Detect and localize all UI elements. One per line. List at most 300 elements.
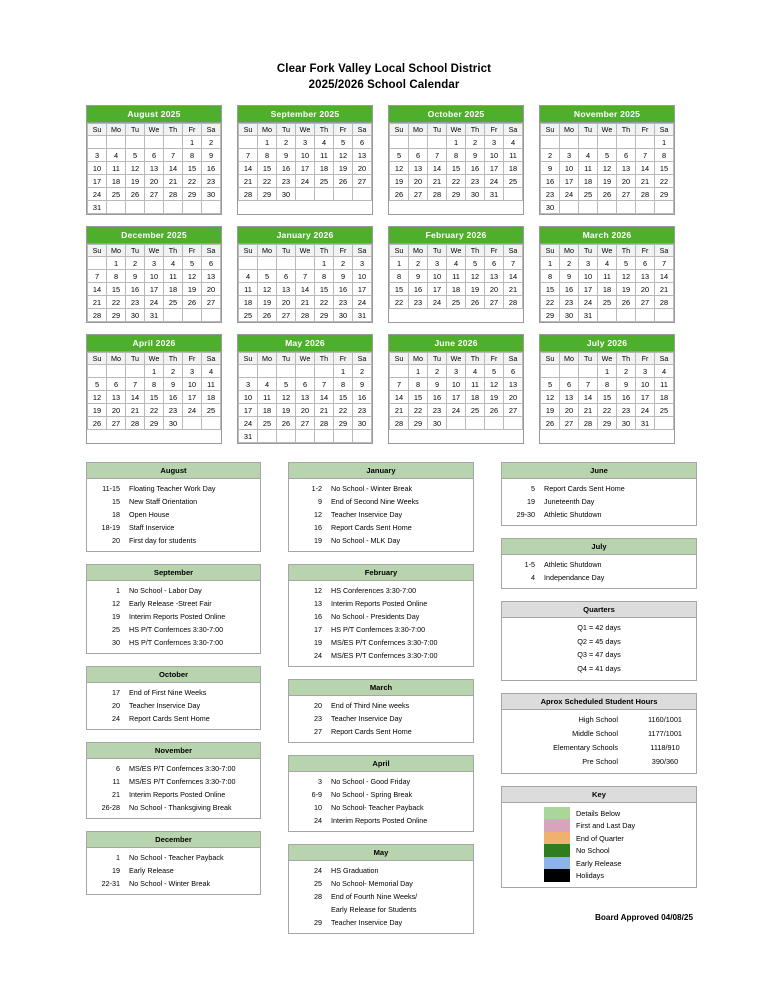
day-cell: 20 (617, 175, 636, 188)
day-cell: 11 (598, 270, 617, 283)
month-card (539, 226, 675, 323)
student-hours-heading: Aprox Scheduled Student Hours (502, 694, 696, 710)
event-january-body (289, 479, 473, 551)
weekday-header: Th (315, 124, 334, 136)
event-date: 28 (314, 891, 322, 901)
event-description: First day for students (129, 535, 197, 545)
event-date: 12 (314, 509, 322, 519)
weekday-header: Sa (655, 124, 674, 136)
student-hours-box (501, 693, 697, 774)
day-cell: 29 (541, 309, 560, 322)
event-row (289, 916, 473, 929)
event-august-heading: August (87, 463, 260, 479)
day-cell: 25 (202, 404, 221, 417)
key-color-swatch (544, 832, 570, 845)
day-cell: 12 (126, 162, 145, 175)
day-cell: 27 (202, 296, 221, 309)
week-row (390, 365, 523, 378)
day-cell: 17 (88, 175, 107, 188)
event-description: End of First Nine Weeks (129, 687, 207, 697)
key-color-swatch (544, 857, 570, 870)
day-cell: 29 (655, 188, 674, 201)
day-cell-empty (353, 430, 372, 443)
event-april-body (289, 772, 473, 831)
day-cell: 20 (353, 162, 372, 175)
day-cell: 19 (126, 175, 145, 188)
event-date: 9 (318, 496, 322, 506)
day-cell-empty (277, 365, 296, 378)
day-cell: 7 (428, 149, 447, 162)
day-cell: 15 (334, 391, 353, 404)
day-cell-empty (126, 365, 145, 378)
title-line-year: 2025/2026 School Calendar (308, 78, 460, 91)
week-row (88, 296, 221, 309)
day-cell: 13 (504, 378, 523, 391)
weekday-header: Th (315, 245, 334, 257)
event-description: MS/ES P/T Confernces 3:30-7:00 (129, 776, 236, 786)
weekday-header: Th (617, 124, 636, 136)
day-cell: 6 (296, 378, 315, 391)
event-date: 18-19 (101, 522, 120, 532)
week-row (390, 391, 523, 404)
day-cell-empty (334, 188, 353, 201)
weekday-header: Mo (560, 353, 579, 365)
month-title: March 2026 (540, 227, 674, 244)
week-row (88, 417, 221, 430)
event-july-heading: July (502, 539, 696, 555)
day-cell: 2 (541, 149, 560, 162)
event-july-box (501, 538, 697, 589)
day-cell-empty (390, 136, 409, 149)
day-cell: 24 (145, 296, 164, 309)
weekday-header: Sa (202, 124, 221, 136)
key-row (502, 807, 696, 820)
day-cell: 24 (296, 175, 315, 188)
weekday-header: We (598, 245, 617, 257)
student-hours-label: Middle School (572, 729, 618, 739)
day-cell: 21 (126, 404, 145, 417)
day-cell: 14 (88, 283, 107, 296)
month-day-grid (389, 244, 523, 309)
event-row (87, 801, 260, 814)
weekday-header: Mo (107, 353, 126, 365)
day-cell: 4 (447, 257, 466, 270)
day-cell: 22 (145, 404, 164, 417)
day-cell-empty (485, 417, 504, 430)
day-cell: 12 (485, 378, 504, 391)
week-row (239, 417, 372, 430)
day-cell-empty (296, 365, 315, 378)
event-description: Teacher Inservice Day (331, 917, 403, 927)
event-row (87, 864, 260, 877)
event-description: HS P/T Confernces 3:30-7:00 (129, 637, 224, 647)
day-cell: 8 (334, 378, 353, 391)
event-june-box (501, 462, 697, 526)
day-cell: 6 (504, 365, 523, 378)
day-cell: 26 (390, 188, 409, 201)
day-cell: 7 (296, 270, 315, 283)
event-date: 4 (531, 572, 535, 582)
day-cell: 9 (164, 378, 183, 391)
event-date: 1 (116, 852, 120, 862)
weekday-header: Tu (579, 353, 598, 365)
key-body (502, 803, 696, 887)
weekday-header: Mo (409, 124, 428, 136)
day-cell: 5 (466, 257, 485, 270)
weekday-header: Th (466, 353, 485, 365)
event-date: 24 (314, 650, 322, 660)
weekday-header: Th (164, 353, 183, 365)
day-cell: 14 (164, 162, 183, 175)
day-cell: 19 (598, 175, 617, 188)
day-cell: 17 (145, 283, 164, 296)
student-hours-value: 390/360 (651, 757, 679, 767)
event-description: MS/ES P/T Confernces 3:30-7:00 (331, 637, 438, 647)
day-cell: 8 (541, 270, 560, 283)
day-cell: 9 (428, 378, 447, 391)
month-card (237, 105, 373, 215)
day-cell: 8 (258, 149, 277, 162)
month-day-grid (87, 352, 221, 430)
event-march-box (288, 679, 474, 743)
day-cell: 29 (183, 188, 202, 201)
weekday-header: We (145, 124, 164, 136)
day-cell: 5 (617, 257, 636, 270)
day-cell-empty (504, 417, 523, 430)
day-cell: 1 (541, 257, 560, 270)
day-cell: 28 (504, 296, 523, 309)
week-row (239, 270, 372, 283)
day-cell-empty (202, 309, 221, 322)
day-cell: 27 (504, 404, 523, 417)
day-cell: 10 (239, 391, 258, 404)
day-cell: 19 (258, 296, 277, 309)
day-cell: 20 (296, 404, 315, 417)
day-cell: 29 (447, 188, 466, 201)
day-cell: 12 (541, 391, 560, 404)
day-cell: 27 (409, 188, 428, 201)
weekday-header: Fr (183, 245, 202, 257)
day-cell: 2 (466, 136, 485, 149)
week-row (88, 309, 221, 322)
event-may-body (289, 861, 473, 933)
day-cell: 14 (579, 391, 598, 404)
day-cell: 25 (164, 296, 183, 309)
day-cell: 18 (579, 175, 598, 188)
event-row (87, 610, 260, 623)
event-march-heading: March (289, 680, 473, 696)
day-cell: 12 (258, 283, 277, 296)
day-cell: 14 (390, 391, 409, 404)
month-card (388, 105, 524, 215)
event-date: 22-31 (101, 878, 120, 888)
quarter-row: Q2 = 45 days (577, 636, 621, 646)
week-row (541, 404, 674, 417)
day-cell: 9 (126, 270, 145, 283)
day-cell-empty (428, 136, 447, 149)
event-june-body (502, 479, 696, 525)
weekday-header: Tu (428, 353, 447, 365)
day-cell-empty (107, 201, 126, 214)
day-cell: 7 (579, 378, 598, 391)
day-cell: 10 (579, 270, 598, 283)
day-cell: 15 (598, 391, 617, 404)
day-cell: 16 (541, 175, 560, 188)
event-date: 23 (314, 713, 322, 723)
weekday-header: Su (239, 124, 258, 136)
event-date: 24 (314, 815, 322, 825)
event-date: 19 (314, 637, 322, 647)
day-cell: 1 (390, 257, 409, 270)
day-cell: 9 (560, 270, 579, 283)
month-title: October 2025 (389, 106, 523, 123)
weekday-header: We (447, 124, 466, 136)
day-cell: 5 (126, 149, 145, 162)
day-cell: 5 (334, 136, 353, 149)
page-title (0, 0, 768, 93)
week-row (541, 309, 674, 322)
day-cell: 22 (107, 296, 126, 309)
event-description: No School- Teacher Payback (331, 802, 424, 812)
day-cell-empty (296, 257, 315, 270)
day-cell: 7 (504, 257, 523, 270)
day-cell: 10 (428, 270, 447, 283)
day-cell-empty (126, 136, 145, 149)
day-cell: 28 (655, 296, 674, 309)
event-row (289, 775, 473, 788)
day-cell: 22 (447, 175, 466, 188)
day-cell-empty (353, 188, 372, 201)
day-cell: 12 (277, 391, 296, 404)
event-february-heading: February (289, 565, 473, 581)
day-cell: 16 (409, 283, 428, 296)
day-cell-empty (617, 136, 636, 149)
day-cell: 3 (296, 136, 315, 149)
event-date: 19 (527, 496, 535, 506)
day-cell-empty (183, 309, 202, 322)
day-cell: 29 (409, 417, 428, 430)
weekday-header: Fr (334, 124, 353, 136)
day-cell: 9 (409, 270, 428, 283)
month-title: August 2025 (87, 106, 221, 123)
day-cell: 18 (258, 404, 277, 417)
day-cell: 18 (239, 296, 258, 309)
week-row (239, 162, 372, 175)
week-row (88, 188, 221, 201)
day-cell: 24 (485, 175, 504, 188)
day-cell: 3 (353, 257, 372, 270)
week-row (390, 162, 523, 175)
day-cell: 19 (183, 283, 202, 296)
day-cell: 27 (145, 188, 164, 201)
day-cell: 1 (655, 136, 674, 149)
event-october-heading: October (87, 667, 260, 683)
event-date: 1 (116, 585, 120, 595)
key-row (502, 844, 696, 857)
event-date: 15 (112, 496, 120, 506)
day-cell: 5 (485, 365, 504, 378)
day-cell: 25 (239, 309, 258, 322)
event-december-body (87, 848, 260, 894)
day-cell: 22 (183, 175, 202, 188)
event-date: 13 (314, 598, 322, 608)
day-cell: 31 (239, 430, 258, 443)
weekday-header: Th (617, 245, 636, 257)
week-row (239, 136, 372, 149)
day-cell: 8 (409, 378, 428, 391)
event-october-box (86, 666, 261, 730)
day-cell: 31 (485, 188, 504, 201)
day-cell: 24 (239, 417, 258, 430)
day-cell: 4 (579, 149, 598, 162)
day-cell: 8 (183, 149, 202, 162)
day-cell: 23 (466, 175, 485, 188)
week-row (88, 175, 221, 188)
week-row (541, 175, 674, 188)
day-cell: 3 (145, 257, 164, 270)
day-cell: 25 (107, 188, 126, 201)
day-cell: 28 (239, 188, 258, 201)
event-date (289, 906, 331, 913)
day-cell-empty (315, 188, 334, 201)
day-cell: 28 (579, 417, 598, 430)
weekday-header: We (296, 353, 315, 365)
day-cell: 16 (202, 162, 221, 175)
student-hours-row (502, 713, 696, 727)
event-row (87, 788, 260, 801)
day-cell: 14 (504, 270, 523, 283)
event-date: 16 (314, 522, 322, 532)
event-description: HS P/T Confernces 3:30-7:00 (331, 624, 426, 634)
day-cell-empty (164, 309, 183, 322)
day-cell: 12 (390, 162, 409, 175)
weekday-header: Mo (560, 245, 579, 257)
quarter-row: Q3 = 47 days (577, 650, 621, 660)
day-cell: 7 (239, 149, 258, 162)
event-date: 29 (314, 917, 322, 927)
event-date: 6-9 (311, 789, 322, 799)
day-cell: 25 (579, 188, 598, 201)
day-cell-empty (560, 136, 579, 149)
day-cell-empty (636, 201, 655, 214)
day-cell: 31 (145, 309, 164, 322)
day-cell: 11 (164, 270, 183, 283)
event-date: 26-28 (101, 802, 120, 812)
day-cell: 30 (541, 201, 560, 214)
day-cell: 23 (541, 188, 560, 201)
event-date: 5 (531, 483, 535, 493)
day-cell: 13 (560, 391, 579, 404)
day-cell: 21 (579, 404, 598, 417)
day-cell: 15 (541, 283, 560, 296)
event-description: Juneteenth Day (544, 496, 595, 506)
day-cell: 25 (258, 417, 277, 430)
day-cell: 17 (485, 162, 504, 175)
event-row (289, 482, 473, 495)
event-description: Report Cards Sent Home (331, 726, 412, 736)
day-cell: 1 (315, 257, 334, 270)
weekday-header: Sa (202, 353, 221, 365)
weekday-header: Sa (655, 353, 674, 365)
day-cell: 21 (390, 404, 409, 417)
day-cell: 11 (202, 378, 221, 391)
day-cell: 24 (353, 296, 372, 309)
day-cell: 17 (447, 391, 466, 404)
key-label: No School (576, 846, 610, 856)
day-cell: 22 (315, 296, 334, 309)
week-row (88, 365, 221, 378)
event-november-heading: November (87, 743, 260, 759)
event-row (289, 890, 473, 903)
day-cell: 26 (334, 175, 353, 188)
key-heading: Key (502, 787, 696, 803)
event-row (289, 788, 473, 801)
day-cell: 10 (447, 378, 466, 391)
month-card (388, 334, 524, 444)
day-cell: 6 (107, 378, 126, 391)
day-cell: 27 (636, 296, 655, 309)
day-cell: 4 (239, 270, 258, 283)
day-cell: 20 (145, 175, 164, 188)
event-description: Staff Inservice (129, 522, 175, 532)
week-row (239, 378, 372, 391)
day-cell: 8 (390, 270, 409, 283)
event-row (87, 623, 260, 636)
day-cell-empty (107, 365, 126, 378)
day-cell: 2 (277, 136, 296, 149)
day-cell: 16 (466, 162, 485, 175)
day-cell: 6 (560, 378, 579, 391)
day-cell-empty (88, 136, 107, 149)
day-cell: 28 (428, 188, 447, 201)
day-cell: 25 (315, 175, 334, 188)
weekday-header: Sa (655, 245, 674, 257)
day-cell: 7 (88, 270, 107, 283)
weekday-header: Th (617, 353, 636, 365)
day-cell-empty (541, 136, 560, 149)
day-cell: 28 (164, 188, 183, 201)
weekday-header: Fr (636, 353, 655, 365)
key-row (502, 869, 696, 882)
day-cell: 7 (655, 257, 674, 270)
weekday-header: We (447, 353, 466, 365)
event-date: 12 (112, 598, 120, 608)
week-row (88, 201, 221, 214)
day-cell: 9 (334, 270, 353, 283)
day-cell-empty (296, 430, 315, 443)
day-cell: 31 (353, 309, 372, 322)
day-cell-empty (202, 417, 221, 430)
day-cell: 17 (239, 404, 258, 417)
student-hours-value: 1177/1001 (648, 729, 682, 739)
event-january-box (288, 462, 474, 552)
weekday-header: Fr (485, 353, 504, 365)
day-cell-empty (277, 257, 296, 270)
weekday-header: Su (239, 245, 258, 257)
week-row (239, 296, 372, 309)
day-cell: 3 (560, 149, 579, 162)
day-cell: 18 (598, 283, 617, 296)
day-cell: 26 (541, 417, 560, 430)
day-cell: 22 (258, 175, 277, 188)
day-cell: 15 (107, 283, 126, 296)
day-cell: 26 (88, 417, 107, 430)
day-cell: 6 (202, 257, 221, 270)
day-cell: 8 (655, 149, 674, 162)
week-row (239, 309, 372, 322)
month-day-grid (238, 244, 372, 322)
event-row (289, 712, 473, 725)
